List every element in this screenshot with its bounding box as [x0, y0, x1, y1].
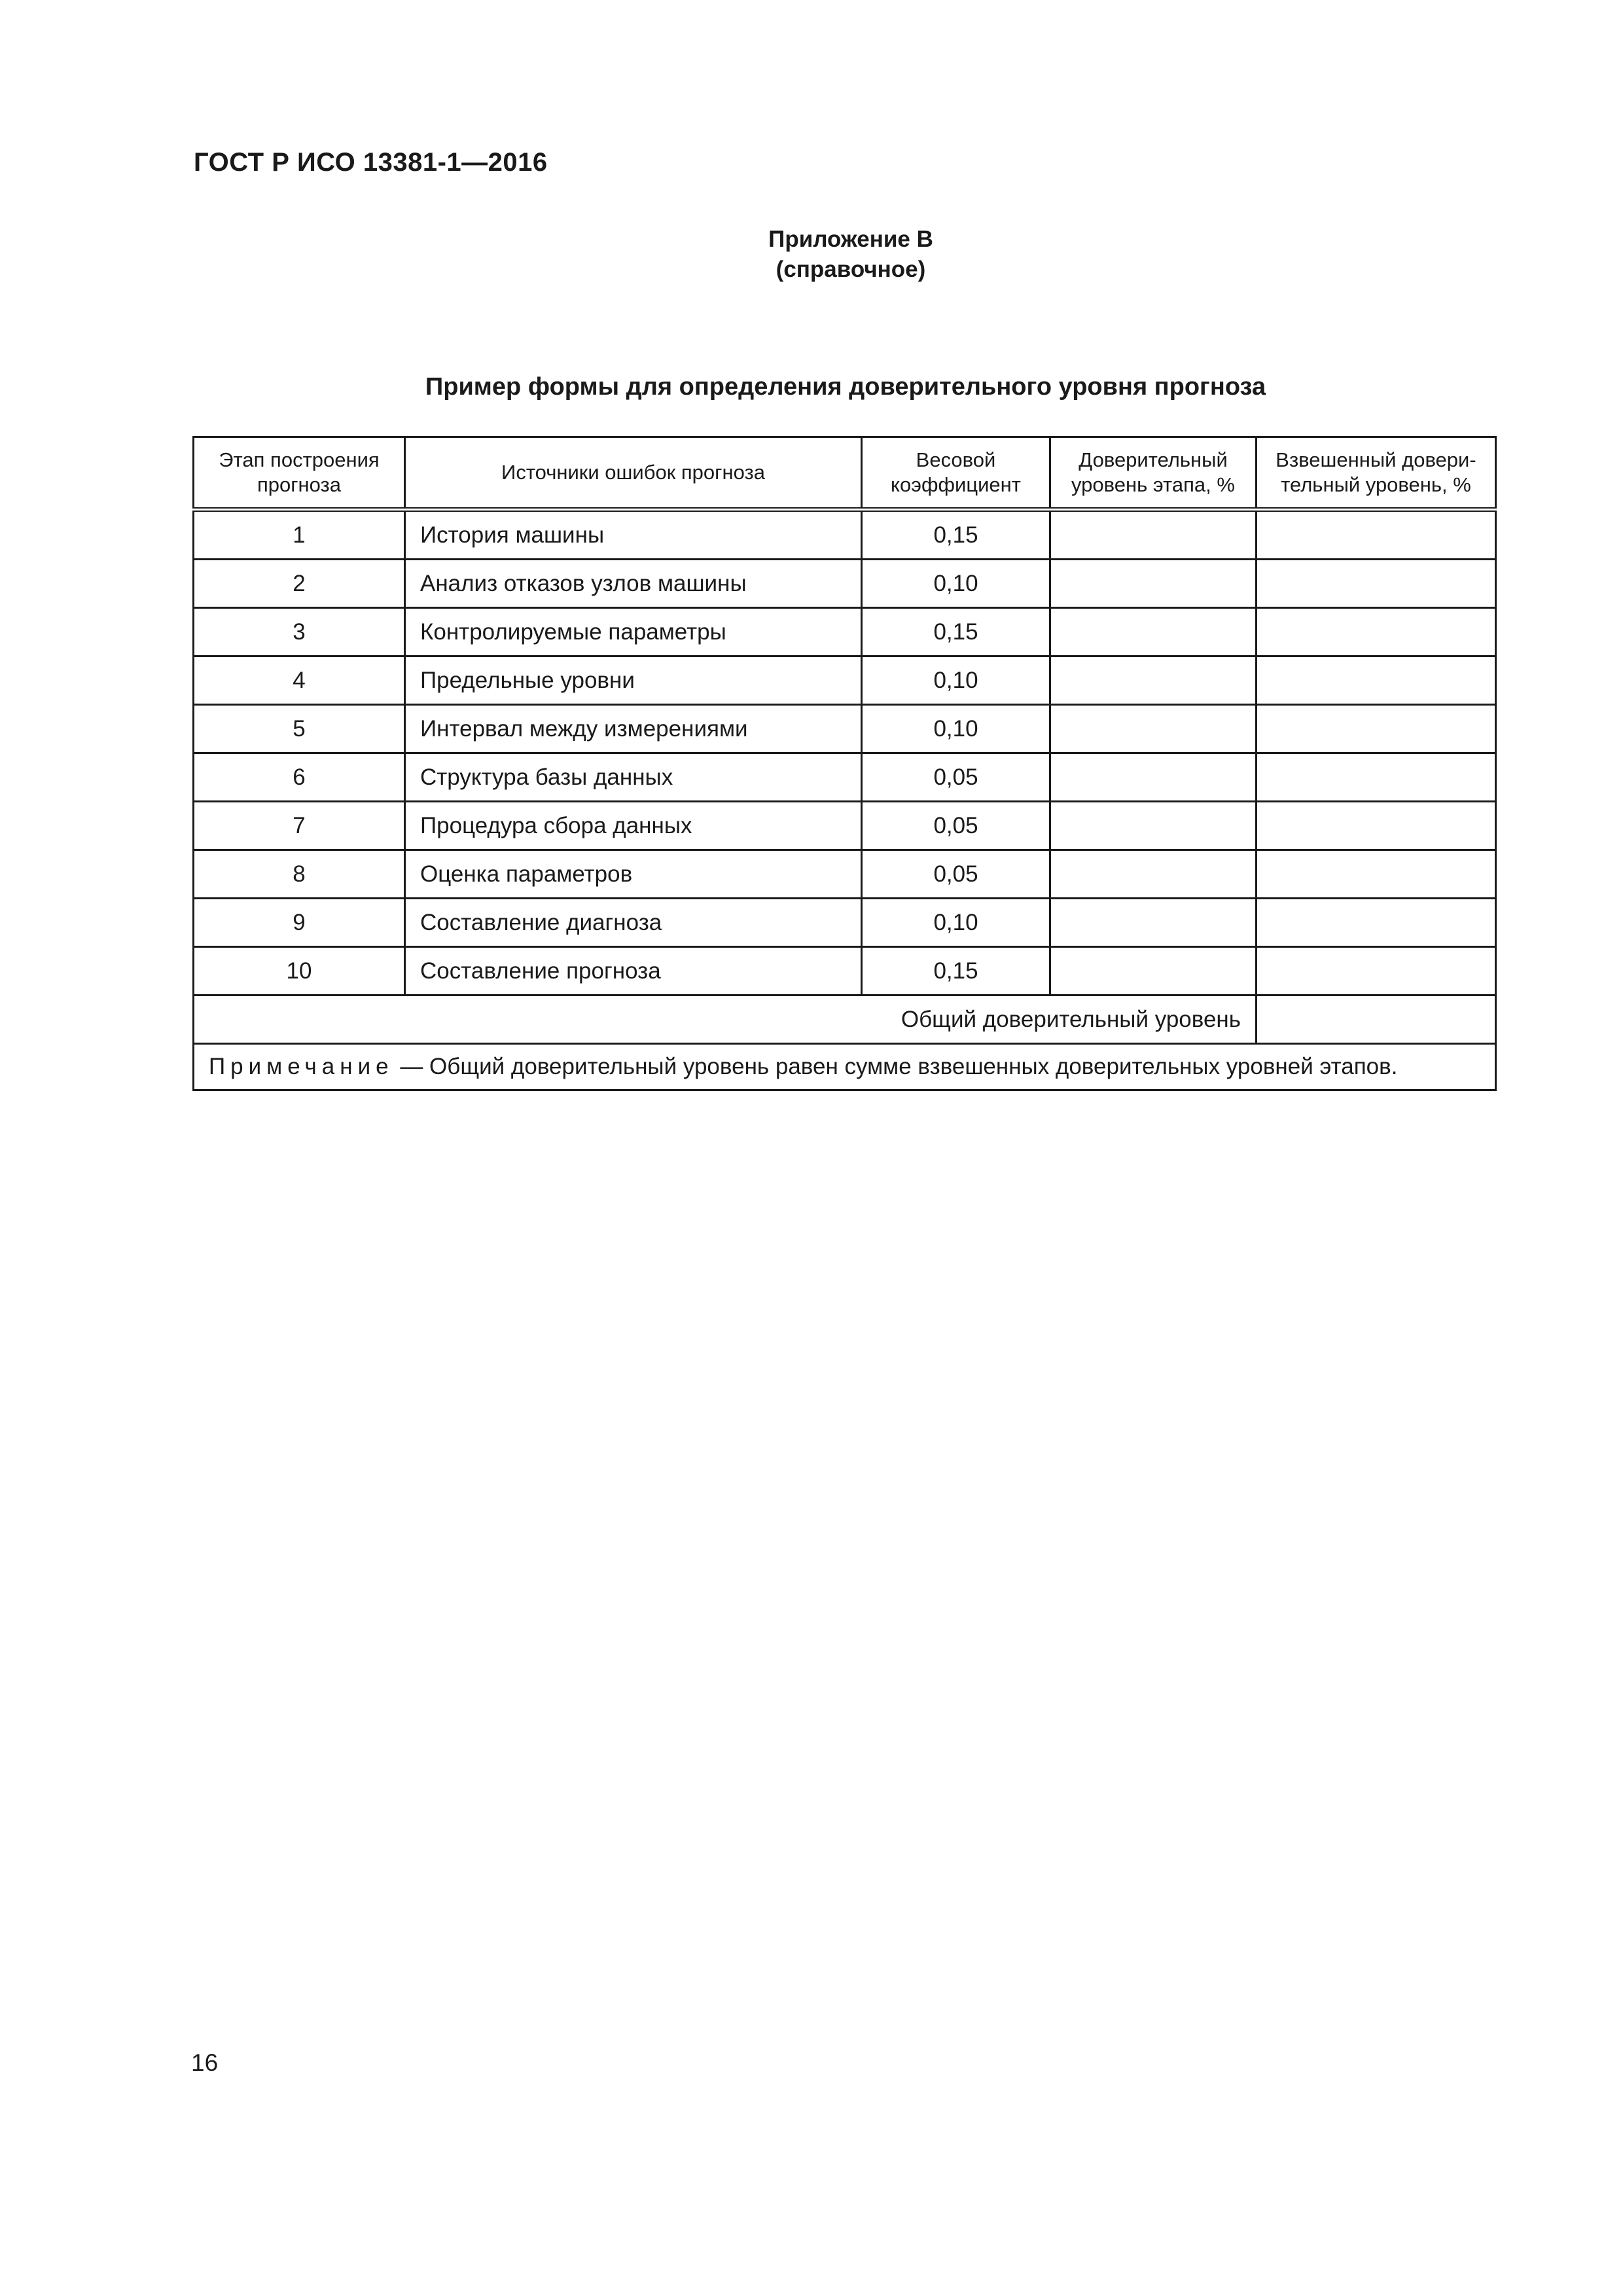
source-cell: История машины [405, 510, 862, 560]
weight-cell: 0,10 [862, 899, 1050, 947]
table-note [194, 1044, 1496, 1090]
source-cell: Составление прогноза [405, 947, 862, 996]
column-header-weight: Весовой коэффициент [862, 437, 1050, 510]
total-label: Общий доверительный уровень [194, 996, 1257, 1044]
weighted-cell[interactable] [1257, 802, 1496, 850]
table-header-row [194, 437, 1496, 510]
confidence-cell[interactable] [1050, 850, 1257, 899]
source-cell: Анализ отказов узлов машины [405, 560, 862, 608]
table-row [194, 899, 1496, 947]
appendix-kind: (справочное) [776, 257, 926, 282]
weight-cell: 0,05 [862, 850, 1050, 899]
total-value-cell[interactable] [1257, 996, 1496, 1044]
table-row [194, 947, 1496, 996]
table-row [194, 510, 1496, 560]
stage-cell: 10 [194, 947, 405, 996]
source-cell: Составление диагноза [405, 899, 862, 947]
source-cell: Процедура сбора данных [405, 802, 862, 850]
confidence-cell[interactable] [1050, 510, 1257, 560]
document-code: ГОСТ Р ИСО 13381-1—2016 [194, 148, 548, 177]
confidence-cell[interactable] [1050, 560, 1257, 608]
stage-cell: 2 [194, 560, 405, 608]
table-row [194, 656, 1496, 705]
column-header-stage: Этап построения прогноза [194, 437, 405, 510]
source-cell: Оценка параметров [405, 850, 862, 899]
confidence-form-table [192, 436, 1497, 1091]
weight-cell: 0,15 [862, 510, 1050, 560]
table-row [194, 608, 1496, 656]
stage-cell: 5 [194, 705, 405, 753]
weighted-cell[interactable] [1257, 510, 1496, 560]
table-row [194, 850, 1496, 899]
stage-cell: 8 [194, 850, 405, 899]
confidence-cell[interactable] [1050, 899, 1257, 947]
weighted-cell[interactable] [1257, 560, 1496, 608]
confidence-cell[interactable] [1050, 753, 1257, 802]
table-row [194, 705, 1496, 753]
confidence-cell[interactable] [1050, 705, 1257, 753]
source-cell: Предельные уровни [405, 656, 862, 705]
source-cell: Контролируемые параметры [405, 608, 862, 656]
table-row [194, 560, 1496, 608]
weighted-cell[interactable] [1257, 947, 1496, 996]
column-header-source: Источники ошибок прогноза [405, 437, 862, 510]
stage-cell: 9 [194, 899, 405, 947]
total-row [194, 996, 1496, 1044]
stage-cell: 6 [194, 753, 405, 802]
appendix-title: Приложение В [768, 226, 933, 252]
stage-cell: 4 [194, 656, 405, 705]
weight-cell: 0,10 [862, 705, 1050, 753]
note-row [194, 1044, 1496, 1090]
column-header-confidence: Доверительный уровень этапа, % [1050, 437, 1257, 510]
stage-cell: 3 [194, 608, 405, 656]
weight-cell: 0,10 [862, 560, 1050, 608]
weight-cell: 0,05 [862, 802, 1050, 850]
confidence-cell[interactable] [1050, 656, 1257, 705]
confidence-cell[interactable] [1050, 947, 1257, 996]
table-row [194, 802, 1496, 850]
weight-cell: 0,10 [862, 656, 1050, 705]
confidence-cell[interactable] [1050, 802, 1257, 850]
stage-cell: 7 [194, 802, 405, 850]
weighted-cell[interactable] [1257, 850, 1496, 899]
column-header-weighted: Взвешенный довери-тельный уровень, % [1257, 437, 1496, 510]
weight-cell: 0,05 [862, 753, 1050, 802]
note-text: — Общий доверительный уровень равен сумме взвешенных доверительных уровней этапов. [393, 1054, 1398, 1079]
weighted-cell[interactable] [1257, 705, 1496, 753]
weight-cell: 0,15 [862, 608, 1050, 656]
weighted-cell[interactable] [1257, 753, 1496, 802]
weighted-cell[interactable] [1257, 899, 1496, 947]
stage-cell: 1 [194, 510, 405, 560]
source-cell: Структура базы данных [405, 753, 862, 802]
table-title: Пример формы для определения доверительного уровня прогноза [425, 373, 1266, 401]
note-label: Примечание [209, 1054, 394, 1079]
table-row [194, 753, 1496, 802]
page-number: 16 [191, 2049, 219, 2076]
weighted-cell[interactable] [1257, 608, 1496, 656]
weighted-cell[interactable] [1257, 656, 1496, 705]
weight-cell: 0,15 [862, 947, 1050, 996]
confidence-cell[interactable] [1050, 608, 1257, 656]
source-cell: Интервал между измерениями [405, 705, 862, 753]
